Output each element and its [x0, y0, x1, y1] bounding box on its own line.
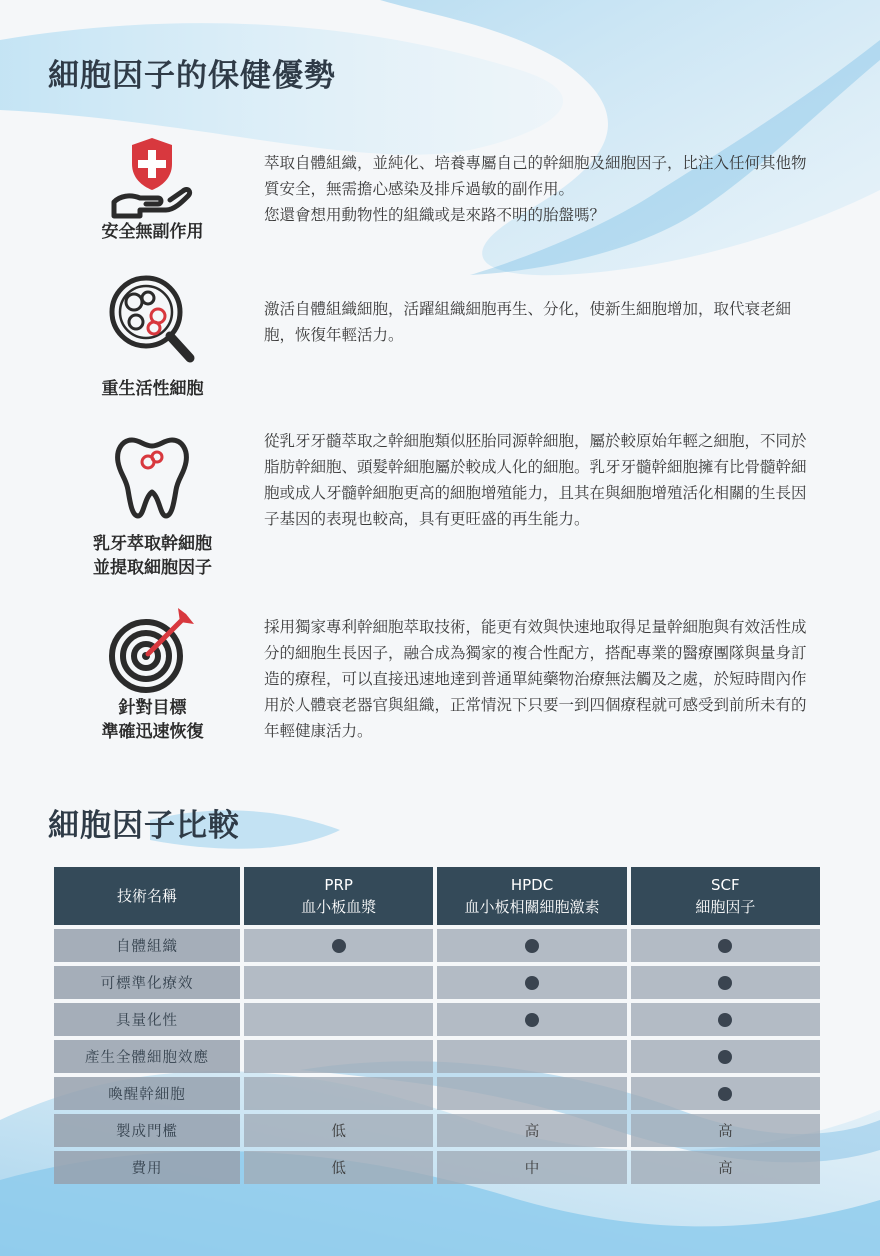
check-dot-icon — [718, 1050, 732, 1064]
check-dot-icon — [718, 1013, 732, 1027]
table-row — [54, 1040, 820, 1073]
tooth-icon — [104, 428, 200, 524]
feature-description: 萃取自體組織，並純化、培養專屬自己的幹細胞及細胞因子，比注入任何其他物質安全，無需擔心感染及排斥過敏的副作用。 您還會想用動物性的組織或是來路不明的胎盤嗎？ — [264, 154, 807, 224]
table-row — [54, 929, 820, 962]
feature-label — [60, 696, 245, 744]
label-line: 安全無副作用 — [101, 222, 204, 242]
table-row — [54, 1151, 820, 1184]
label-line: 針對目標 — [118, 698, 187, 718]
table-row — [54, 1114, 820, 1147]
table-header-row — [54, 867, 820, 925]
table-row — [54, 1003, 820, 1036]
section-title-comparison: 細胞因子比較 — [48, 808, 240, 844]
column-desc: 血小板血漿 — [301, 898, 377, 916]
table-row — [54, 1077, 820, 1110]
shield-hand-icon — [104, 130, 200, 226]
table-cell — [631, 966, 820, 999]
table-cell: 低 — [244, 1151, 433, 1184]
table-cell: 高 — [437, 1114, 626, 1147]
table-row — [54, 966, 820, 999]
magnifier-cells-icon — [104, 272, 200, 368]
target-arrow-icon — [104, 604, 200, 700]
table-cell — [437, 966, 626, 999]
column-code: HPDC — [510, 876, 554, 894]
check-dot-icon — [525, 939, 539, 953]
table-cell — [631, 1077, 820, 1110]
header-scf — [631, 867, 820, 925]
section-title-advantages: 細胞因子的保健優勢 — [48, 58, 336, 94]
row-label: 製成門檻 — [54, 1114, 240, 1147]
feature-description: 從乳牙牙髓萃取之幹細胞類似胚胎同源幹細胞，屬於較原始年輕之細胞，不同於脂肪幹細胞、頭髮幹細胞屬於較成人化的細胞。乳牙牙髓幹細胞擁有比骨髓幹細胞或成人牙髓幹細胞更高的細胞增殖能力，且其在與細胞增殖活化相關的生長因子基因的表現也較高，具有更旺盛的再生能力。 — [264, 432, 807, 528]
label-line: 並提取細胞因子 — [93, 558, 212, 578]
table-cell: 低 — [244, 1114, 433, 1147]
table-cell: 高 — [631, 1151, 820, 1184]
check-dot-icon — [718, 976, 732, 990]
label-line: 準確迅速恢復 — [101, 722, 204, 742]
table-cell — [437, 929, 626, 962]
table-cell — [437, 1077, 626, 1110]
table-cell — [437, 1040, 626, 1073]
column-code: SCF — [711, 876, 740, 894]
table-cell: 中 — [437, 1151, 626, 1184]
column-desc: 血小板相關細胞激素 — [464, 898, 600, 916]
table-cell — [244, 1077, 433, 1110]
feature-label — [60, 532, 245, 580]
check-dot-icon — [718, 1087, 732, 1101]
row-label: 喚醒幹細胞 — [54, 1077, 240, 1110]
feature-label — [60, 377, 245, 401]
table-cell — [631, 1040, 820, 1073]
table-cell — [244, 1003, 433, 1036]
table-cell — [244, 929, 433, 962]
table-cell — [244, 966, 433, 999]
row-label: 具量化性 — [54, 1003, 240, 1036]
row-label: 自體組織 — [54, 929, 240, 962]
check-dot-icon — [332, 939, 346, 953]
row-label: 可標準化療效 — [54, 966, 240, 999]
table-cell — [244, 1040, 433, 1073]
column-desc: 細胞因子 — [695, 898, 756, 916]
table-cell: 高 — [631, 1114, 820, 1147]
table-cell — [631, 1003, 820, 1036]
table-cell — [437, 1003, 626, 1036]
label-line: 乳牙萃取幹細胞 — [93, 534, 212, 554]
label-line: 重生活性細胞 — [101, 379, 204, 399]
check-dot-icon — [525, 976, 539, 990]
row-label: 產生全體細胞效應 — [54, 1040, 240, 1073]
feature-description: 激活自體組織細胞，活躍組織細胞再生、分化，使新生細胞增加，取代衰老細胞，恢復年輕活力。 — [264, 300, 792, 344]
column-code: PRP — [324, 876, 353, 894]
feature-label — [60, 220, 245, 244]
comparison-table — [50, 863, 824, 1188]
feature-description: 採用獨家專利幹細胞萃取技術，能更有效與快速地取得足量幹細胞與有效活性成分的細胞生長因子，融合成為獨家的複合性配方，搭配專業的醫療團隊與量身訂造的療程，可以直接迅速地達到普通單純藥物治療無法觸及之處，於短時間內作用於人體衰老器官與組織，正常情況下只要一到四個療程就可感受到前所未有的年輕健康活力。 — [264, 618, 807, 740]
check-dot-icon — [718, 939, 732, 953]
table-body — [54, 929, 820, 1184]
header-hpdc — [437, 867, 626, 925]
table-cell — [631, 929, 820, 962]
header-prp — [244, 867, 433, 925]
check-dot-icon — [525, 1013, 539, 1027]
row-label: 費用 — [54, 1151, 240, 1184]
header-technology-name: 技術名稱 — [54, 867, 240, 925]
